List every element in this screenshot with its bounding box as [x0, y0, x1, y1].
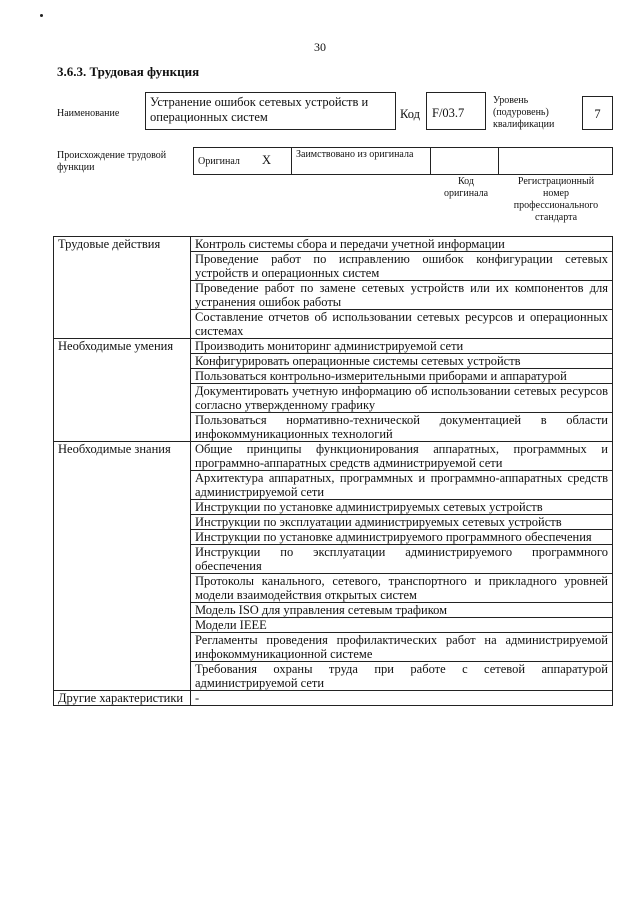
- function-table: [53, 236, 613, 706]
- code-value: F/03.7: [432, 106, 465, 120]
- item-cell: Общие принципы функционирования аппаратных, программных и программно-аппаратных средств администрируемой сети: [191, 442, 613, 471]
- item-cell: Требования охраны труда при работе с сетевой аппаратурой администрируемой сети: [191, 662, 613, 691]
- level-value: 7: [594, 107, 601, 121]
- item-cell: Пользоваться нормативно-технической документацией в области инфокоммуникационных технологий: [191, 413, 613, 442]
- page-number: 30: [314, 40, 326, 54]
- item-cell: Протоколы канального, сетевого, транспортного и прикладного уровней модели взаимодействия открытых систем: [191, 574, 613, 603]
- code-original-label: Код оригинала: [443, 176, 489, 199]
- scan-speck: [40, 14, 43, 17]
- table-row: [54, 339, 613, 354]
- item-cell: Пользоваться контрольно-измерительными приборами и аппаратурой: [191, 369, 613, 384]
- origin-label: Происхождение трудовой функции: [57, 150, 167, 173]
- item-cell: Инструкции по эксплуатации администрируемых сетевых устройств: [191, 515, 613, 530]
- table-row: [54, 442, 613, 471]
- name-label: Наименование: [57, 108, 120, 119]
- table-row: [54, 237, 613, 252]
- item-cell: Инструкции по установке администрируемых сетевых устройств: [191, 500, 613, 515]
- original-label: Оригинал: [198, 156, 240, 167]
- origin-divider: [498, 147, 499, 175]
- category-cell: Необходимые знания: [54, 442, 191, 691]
- item-cell: Регламенты проведения профилактических работ на администрируемой инфокоммуникационной системе: [191, 633, 613, 662]
- item-cell: -: [191, 691, 613, 706]
- category-cell: Трудовые действия: [54, 237, 191, 339]
- origin-divider: [430, 147, 431, 175]
- code-label: Код: [400, 107, 420, 121]
- item-cell: Составление отчетов об использовании сетевых ресурсов и операционных системах: [191, 310, 613, 339]
- item-cell: Производить мониторинг администрируемой сети: [191, 339, 613, 354]
- level-label: Уровень (подуровень) квалификации: [493, 95, 555, 130]
- borrowed-label: Заимствовано из оригинала: [296, 149, 414, 160]
- original-mark: X: [262, 153, 272, 167]
- category-cell: Необходимые умения: [54, 339, 191, 442]
- item-cell: Контроль системы сбора и передачи учетной информации: [191, 237, 613, 252]
- item-cell: Инструкции по установке администрируемого программного обеспечения: [191, 530, 613, 545]
- reg-number-label: Регистрационный номер профессионального стандарта: [513, 176, 599, 223]
- item-cell: Архитектура аппаратных, программных и программно-аппаратных средств администрируемой сети: [191, 471, 613, 500]
- level-value-box: [582, 96, 613, 130]
- code-value-box: [426, 92, 486, 130]
- section-heading: 3.6.3. Трудовая функция: [57, 64, 200, 79]
- item-cell: Проведение работ по исправлению ошибок конфигурации сетевых устройств и операционных систем: [191, 252, 613, 281]
- item-cell: Проведение работ по замене сетевых устройств или их компонентов для устранения ошибок работы: [191, 281, 613, 310]
- item-cell: Модели IEEE: [191, 618, 613, 633]
- item-cell: Документировать учетную информацию об использовании сетевых ресурсов согласно утвержденному графику: [191, 384, 613, 413]
- item-cell: Конфигурировать операционные системы сетевых устройств: [191, 354, 613, 369]
- item-cell: Инструкции по эксплуатации администрируемого программного обеспечения: [191, 545, 613, 574]
- item-cell: Модель ISO для управления сетевым трафиком: [191, 603, 613, 618]
- name-value: Устранение ошибок сетевых устройств и операционных систем: [150, 95, 369, 124]
- category-cell: Другие характеристики: [54, 691, 191, 706]
- table-row: [54, 691, 613, 706]
- origin-divider: [291, 147, 292, 175]
- name-value-box: [145, 92, 396, 130]
